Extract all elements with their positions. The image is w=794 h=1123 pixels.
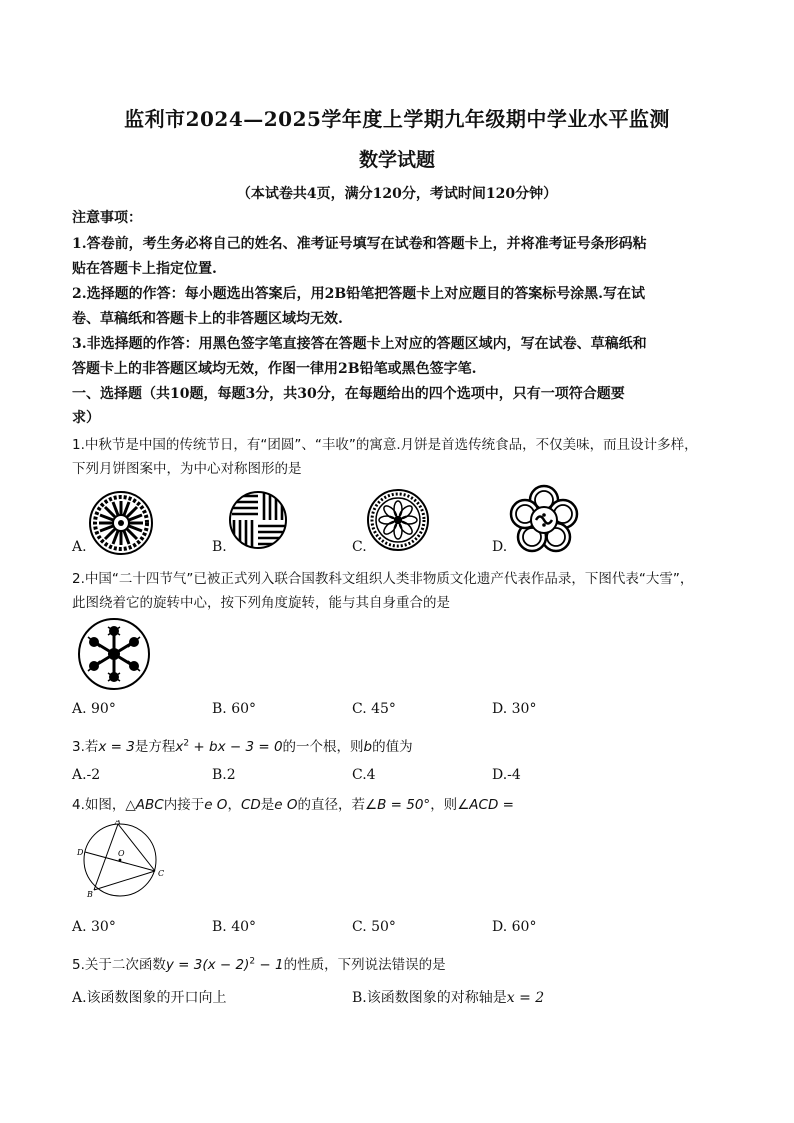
q1-stem-line-2: 下列月饼图案中，为中心对称图形的是	[72, 461, 302, 477]
q5-stem	[72, 953, 732, 973]
q2-option-d: D. 30°	[492, 701, 537, 717]
q3-equation-rest: + bx − 3 = 0	[189, 739, 283, 755]
q3-var-b: b	[363, 739, 373, 755]
diagram-label-b: B	[87, 890, 93, 899]
circle-geometry-diagram	[74, 820, 168, 900]
q3-suffix: 的一个根，则	[282, 739, 364, 755]
q3-stem	[72, 735, 732, 755]
q5-option-b-math: x = 2	[506, 990, 545, 1006]
diagram-label-c: C	[158, 869, 165, 878]
section1-heading-line-2: 求）	[72, 410, 100, 426]
q1-option-c: C.	[352, 539, 367, 555]
instruction-1-line-2: 贴在答题卡上指定位置.	[72, 261, 217, 277]
instruction-1-line-1: 1.答卷前，考生务必将自己的姓名、准考证号填写在试卷和答题卡上，并将准考证号条形码粘	[72, 236, 647, 252]
instructions-heading: 注意事项：	[72, 210, 142, 226]
q3-option-d: D.-4	[492, 767, 521, 783]
q1-option-b: B.	[212, 539, 227, 555]
q2-option-c: C. 45°	[352, 701, 396, 717]
q4-circle-o: e O	[204, 797, 228, 813]
q4-text-3: ，	[227, 797, 241, 813]
q5-option-a: A.该函数图象的开口向上	[72, 990, 227, 1006]
q4-text-6: ，则	[430, 797, 458, 813]
q3-end: 的值为	[372, 739, 413, 755]
q5-prefix: 5.关于二次函数	[72, 957, 166, 973]
q3-x-equals: x = 3	[98, 739, 135, 755]
q4-text-4: 是	[260, 797, 275, 813]
section1-heading-line-1: 一、选择题（共10题，每题3分，共30分，在每题给出的四个选项中，只有一项符合题要	[72, 386, 625, 402]
mooncake-flower-ring-icon	[366, 488, 430, 552]
instruction-3-line-2: 答题卡上的非答题区域均无效，作图一律用2B铅笔或黑色签字笔.	[72, 361, 477, 377]
q4-option-a: A. 30°	[72, 919, 116, 935]
q3-option-c: C.4	[352, 767, 376, 783]
diagram-label-a: A	[115, 820, 121, 826]
q4-angle-b: ∠B = 50°	[365, 797, 431, 813]
exam-subject: 数学试题	[358, 149, 435, 171]
q4-triangle: △ABC	[125, 797, 164, 813]
instruction-2-line-2: 卷、草稿纸和答题卡上的非答题区域均无效.	[72, 311, 343, 327]
q5-option-b	[352, 987, 544, 1007]
q3-mid: 是方程	[134, 739, 176, 755]
q5-function-exponent: 2	[249, 956, 256, 967]
q5-option-b-text: B.该函数图象的对称轴是	[352, 990, 507, 1006]
instruction-2-line-1: 2.选择题的作答：每小题选出答案后，用2B铅笔把答题卡上对应题目的答案标号涂黑.写在试	[72, 286, 646, 302]
exam-title: 监利市2024—2025学年度上学期九年级期中学业水平监测	[124, 107, 670, 131]
q4-option-d: D. 60°	[492, 919, 537, 935]
q1-option-a: A.	[72, 539, 87, 555]
diagram-label-d: D	[77, 848, 84, 857]
mooncake-spoke-pattern-icon	[88, 490, 154, 556]
q4-angle-acd: ∠ACD =	[457, 797, 514, 813]
mooncake-quarter-lines-icon	[228, 490, 288, 550]
q3-option-a: A.-2	[72, 767, 101, 783]
q1-stem-line-1: 1.中秋节是中国的传统节日，有“团圆”、“丰收”的寓意.月饼是首选传统食品，不仅美味，而且设计多样，	[72, 437, 698, 453]
q2-option-b: B. 60°	[212, 701, 257, 717]
q3-prefix: 3.若	[72, 739, 99, 755]
q4-option-b: B. 40°	[212, 919, 257, 935]
snowflake-emblem-icon	[77, 617, 151, 691]
q1-option-d: D.	[492, 539, 508, 555]
diagram-label-o: O	[118, 849, 125, 858]
exam-note: （本试卷共4页，满分120分，考试时间120分钟）	[236, 186, 558, 202]
q2-stem-line-2: 此图绕着它的旋转中心，按下列角度旋转，能与其自身重合的是	[72, 595, 450, 611]
q4-text-1: 4.如图，	[72, 797, 126, 813]
q4-text-2: 内接于	[163, 797, 205, 813]
q4-stem	[72, 793, 732, 813]
q2-stem-line-1: 2.中国“二十四节气”已被正式列入联合国教科文组织人类非物质文化遗产代表作品录，下图代表“大雪”，	[72, 571, 694, 587]
q4-option-c: C. 50°	[352, 919, 396, 935]
q5-function-rest: − 1	[255, 957, 284, 973]
mooncake-plum-blossom-icon	[508, 484, 580, 556]
q3-equation-var: x	[175, 739, 184, 755]
q4-circle-o-2: e O	[274, 797, 298, 813]
q3-equation-exponent: 2	[183, 738, 190, 749]
instruction-3-line-1: 3.非选择题的作答：用黑色签字笔直接答在答题卡上对应的答题区域内，写在试卷、草稿纸和	[72, 336, 647, 352]
q3-option-b: B.2	[212, 767, 236, 783]
q4-segment-cd: CD	[240, 797, 261, 813]
q2-option-a: A. 90°	[72, 701, 116, 717]
q5-suffix: 的性质，下列说法错误的是	[283, 957, 446, 973]
q5-function: y = 3(x − 2)	[165, 957, 250, 973]
q4-text-5: 的直径，若	[297, 797, 365, 813]
